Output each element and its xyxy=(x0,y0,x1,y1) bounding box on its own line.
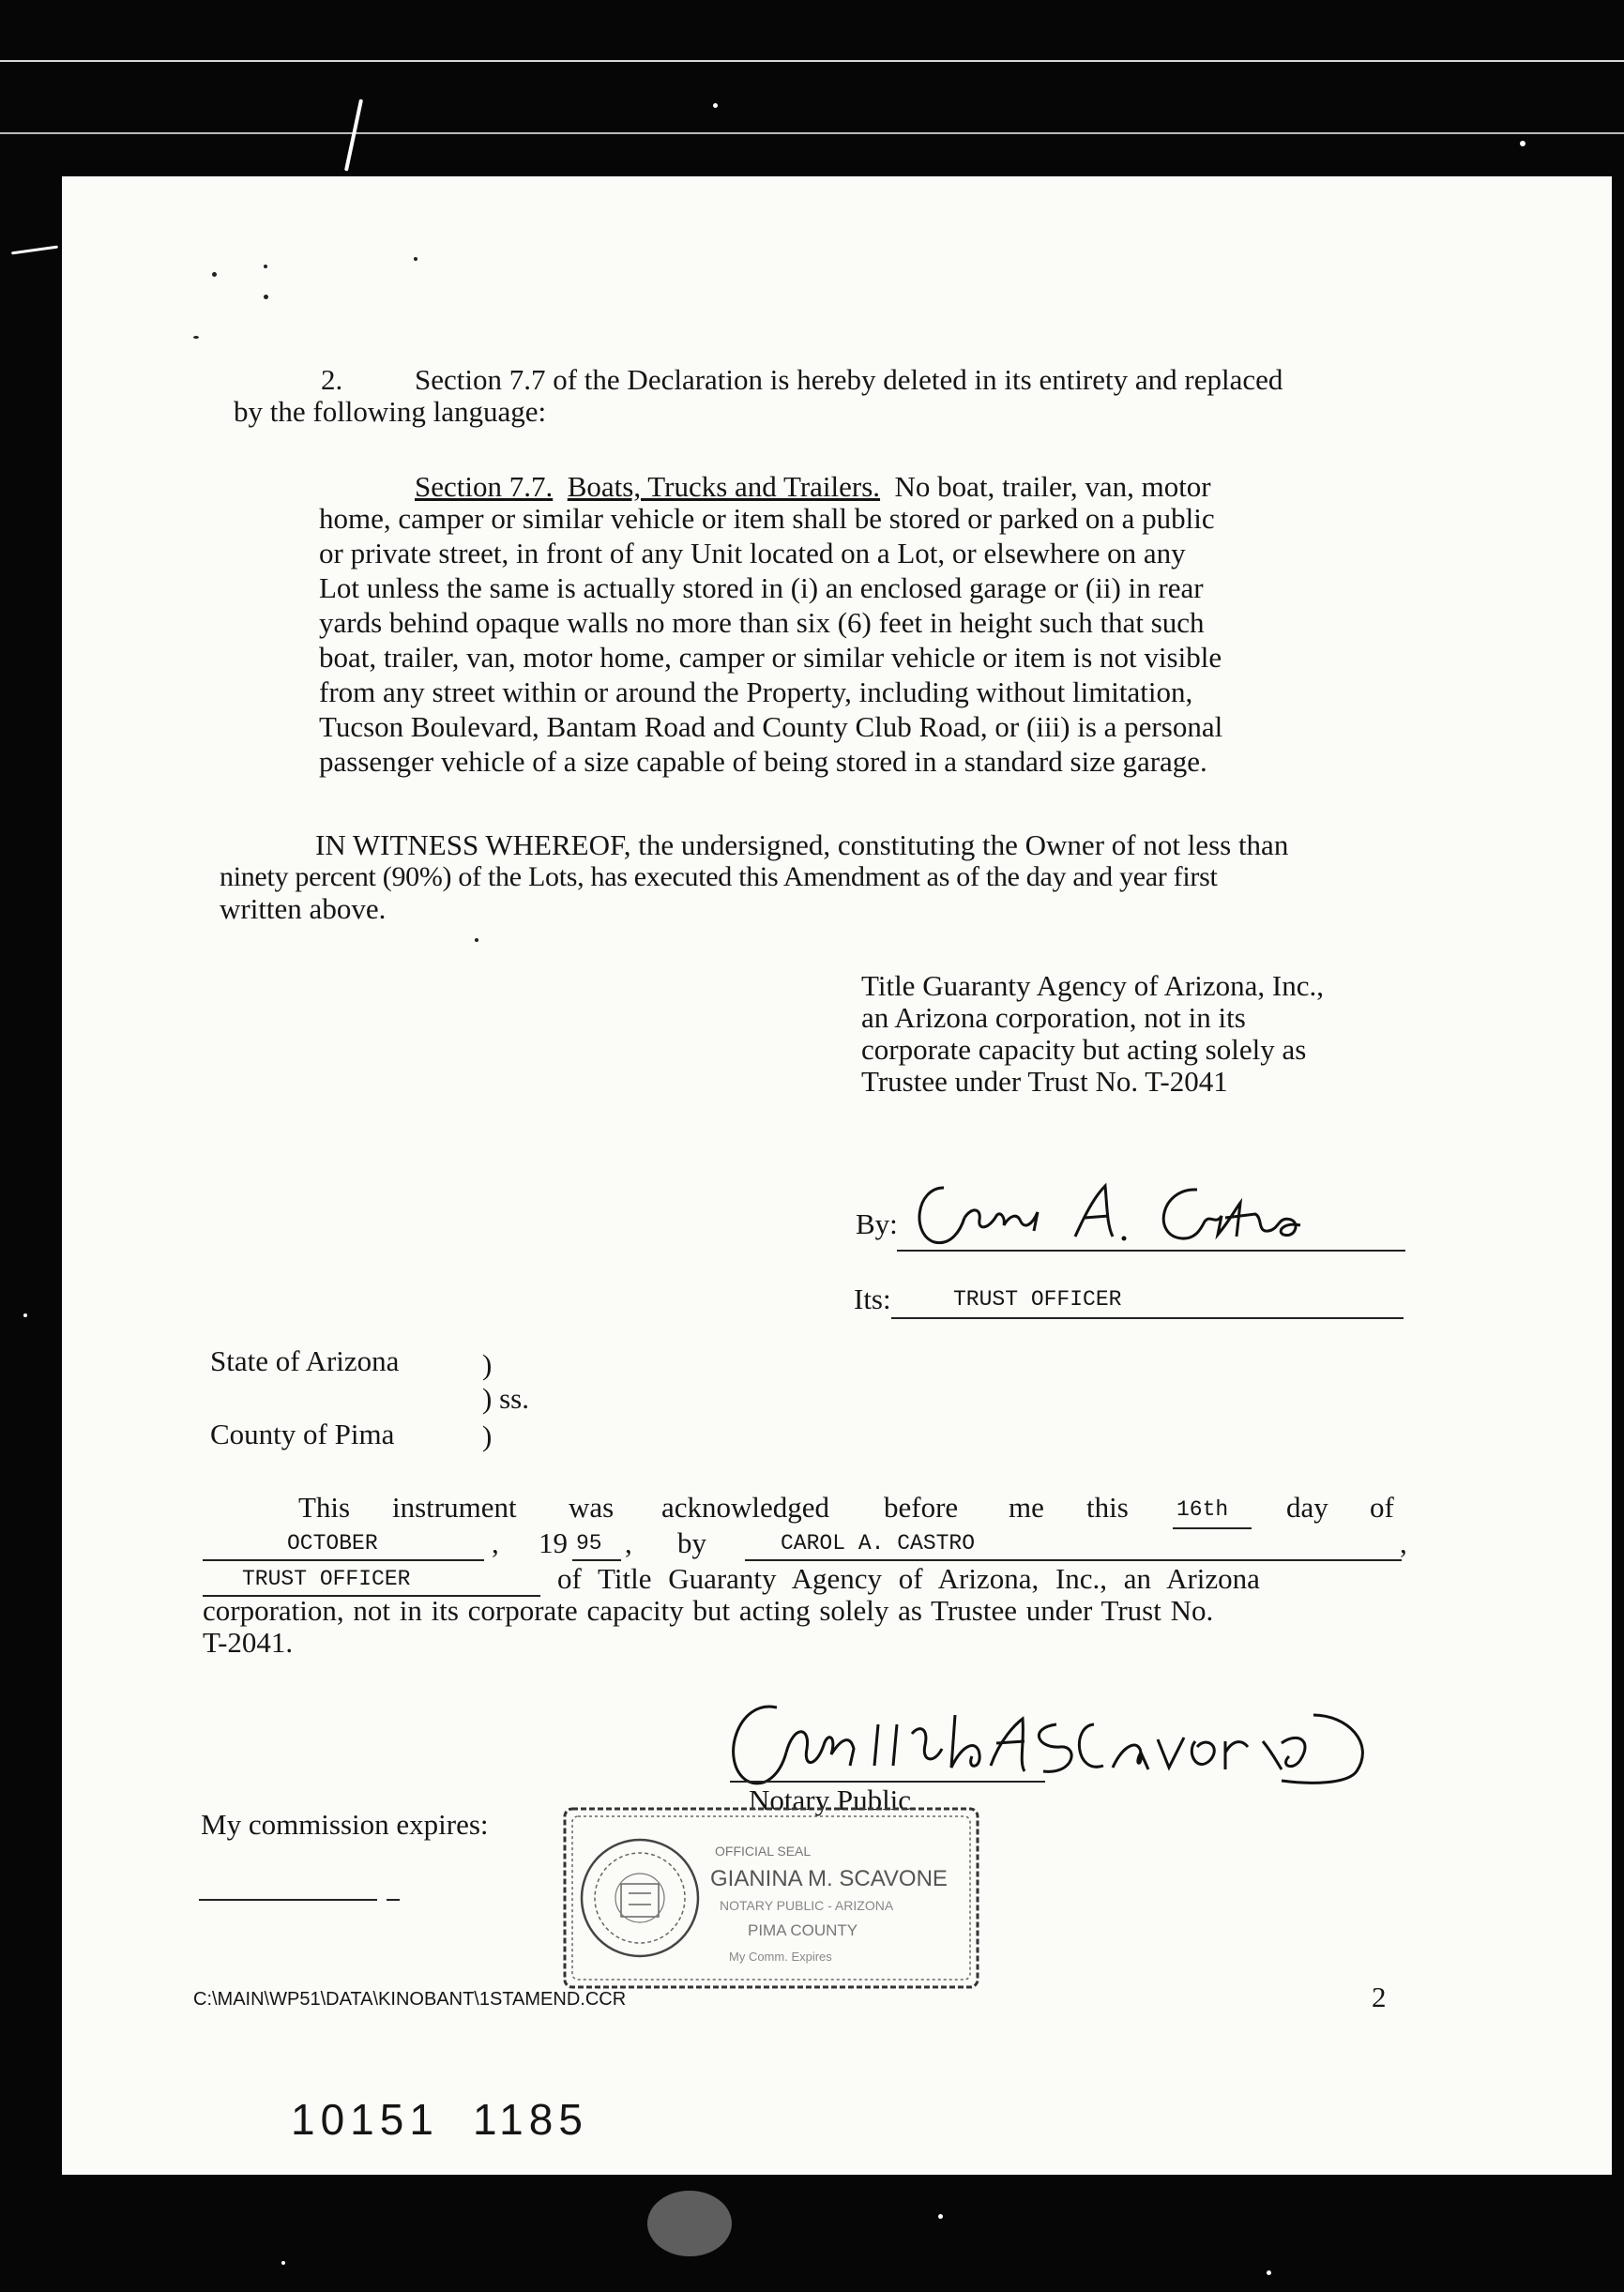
scan-artifact xyxy=(938,2214,943,2219)
scan-artifact xyxy=(414,257,417,261)
venue-state: State of Arizona xyxy=(210,1344,400,1377)
scan-artifact xyxy=(647,2191,732,2256)
scan-artifact xyxy=(212,272,217,277)
commission-label: My commission expires: xyxy=(201,1808,489,1841)
notary-seal-stamp xyxy=(555,1799,987,1996)
ack-title-value: TRUST OFFICER xyxy=(242,1567,411,1591)
scan-edge-line xyxy=(0,60,1624,62)
section-body xyxy=(319,501,1393,779)
ack-word: of xyxy=(1370,1491,1394,1524)
document-page xyxy=(62,176,1612,2175)
section-heading-title: Boats, Trucks and Trailers. xyxy=(567,470,881,503)
ack-comma: , xyxy=(625,1526,632,1559)
witness-line: IN WITNESS WHEREOF, the undersigned, constituting the Owner of not less than xyxy=(315,828,1289,861)
venue-paren: ) xyxy=(482,1419,493,1452)
section-text-line: or private street, in front of any Unit located on a Lot, or elsewhere on any xyxy=(319,537,1186,569)
scan-artifact xyxy=(713,103,718,108)
ack-line: corporation, not in its corporate capacity but acting solely as Trustee under Trust No. xyxy=(203,1594,1214,1627)
stamp-text: NOTARY PUBLIC - ARIZONA xyxy=(720,1898,894,1913)
document-number-a: 10151 xyxy=(291,2095,439,2144)
scan-edge-line xyxy=(0,132,1624,134)
section-text-line: boat, trailer, van, motor home, camper or similar vehicle or item is not visible xyxy=(319,641,1222,674)
ack-line: of Title Guaranty Agency of Arizona, Inc., an Arizona xyxy=(557,1562,1260,1595)
stamp-text: OFFICIAL SEAL xyxy=(715,1844,812,1859)
stamp-text: GIANINA M. SCAVONE xyxy=(710,1866,948,1891)
venue-paren: ) xyxy=(482,1348,493,1381)
scan-artifact xyxy=(264,265,267,268)
scan-artifact xyxy=(1267,2270,1271,2275)
scan-artifact xyxy=(23,1313,27,1317)
section-number: 2. xyxy=(321,363,343,396)
witness-line: written above. xyxy=(220,892,387,925)
its-label: Its: xyxy=(854,1283,891,1315)
witness-line: ninety percent (90%) of the Lots, has executed this Amendment as of the day and year first xyxy=(220,861,1218,892)
trust-officer-signature xyxy=(906,1160,1357,1253)
scan-artifact xyxy=(11,246,58,255)
stamp-text: My Comm. Expires xyxy=(729,1950,832,1964)
section-text-line: Lot unless the same is actually stored in (i) an enclosed garage or (ii) in rear xyxy=(319,571,1204,604)
ack-day-value: 16th xyxy=(1176,1497,1229,1522)
commission-line xyxy=(199,1899,377,1901)
scan-artifact xyxy=(475,938,478,942)
ack-word: me xyxy=(1009,1491,1044,1524)
ack-word: This xyxy=(298,1491,351,1524)
ack-comma: , xyxy=(1400,1526,1407,1559)
venue-ss: ) ss. xyxy=(482,1382,529,1415)
section-intro-line: Section 7.7 of the Declaration is hereby deleted in its entirety and replaced xyxy=(415,363,1283,396)
section-text-line: from any street within or around the Property, including without limitation, xyxy=(319,675,1193,708)
ack-by: by xyxy=(677,1526,706,1559)
ack-year-value: 95 xyxy=(576,1531,602,1556)
ack-day-line xyxy=(1173,1527,1252,1529)
document-number-b: 1185 xyxy=(473,2095,588,2144)
ack-word: was xyxy=(569,1491,615,1524)
trustee-line: an Arizona corporation, not in its xyxy=(861,1001,1246,1034)
section-heading-number: Section 7.7. xyxy=(415,470,554,503)
ack-comma: , xyxy=(492,1526,499,1559)
its-line xyxy=(891,1317,1404,1319)
section-heading xyxy=(415,469,1211,504)
scan-artifact xyxy=(264,295,268,299)
scan-artifact xyxy=(344,99,363,171)
scan-artifact xyxy=(1520,141,1525,146)
ack-word: day xyxy=(1286,1491,1328,1524)
by-label: By: xyxy=(856,1207,898,1240)
ack-name-value: CAROL A. CASTRO xyxy=(781,1531,976,1556)
stamp-text: PIMA COUNTY xyxy=(748,1921,858,1939)
ack-year-prefix: 19 xyxy=(539,1526,568,1559)
section-intro-line: by the following language: xyxy=(234,395,547,428)
ack-word: before xyxy=(884,1491,959,1524)
section-text-line: Tucson Boulevard, Bantam Road and County Club Road, or (iii) is a personal xyxy=(319,710,1223,743)
ack-word: this xyxy=(1086,1491,1129,1524)
ack-month-line xyxy=(203,1559,484,1561)
scan-artifact xyxy=(281,2261,285,2265)
venue-county: County of Pima xyxy=(210,1418,395,1450)
section-text-line: yards behind opaque walls no more than six (6) feet in height such that such xyxy=(319,606,1205,639)
trustee-line: Trustee under Trust No. T-2041 xyxy=(861,1065,1228,1098)
ack-month-value: OCTOBER xyxy=(287,1531,378,1556)
notary-label: Notary Public xyxy=(749,1784,912,1816)
trustee-line: corporate capacity but acting solely as xyxy=(861,1033,1307,1066)
ack-word: acknowledged xyxy=(661,1491,830,1524)
section-text-line: No boat, trailer, van, motor xyxy=(894,470,1211,503)
ack-line: T-2041. xyxy=(203,1626,294,1659)
trustee-line: Title Guaranty Agency of Arizona, Inc., xyxy=(861,969,1325,1002)
scan-artifact xyxy=(193,336,199,339)
section-text-line: home, camper or similar vehicle or item shall be stored or parked on a public xyxy=(319,502,1215,535)
section-text-line: passenger vehicle of a size capable of being stored in a standard size garage. xyxy=(319,745,1207,778)
ack-word: instrument xyxy=(392,1491,517,1524)
file-path: C:\MAIN\WP51\DATA\KINOBANT\1STAMEND.CCR xyxy=(193,1989,627,2010)
its-value: TRUST OFFICER xyxy=(953,1287,1122,1312)
page-number: 2 xyxy=(1372,1981,1387,2013)
commission-line-tail xyxy=(387,1899,400,1901)
